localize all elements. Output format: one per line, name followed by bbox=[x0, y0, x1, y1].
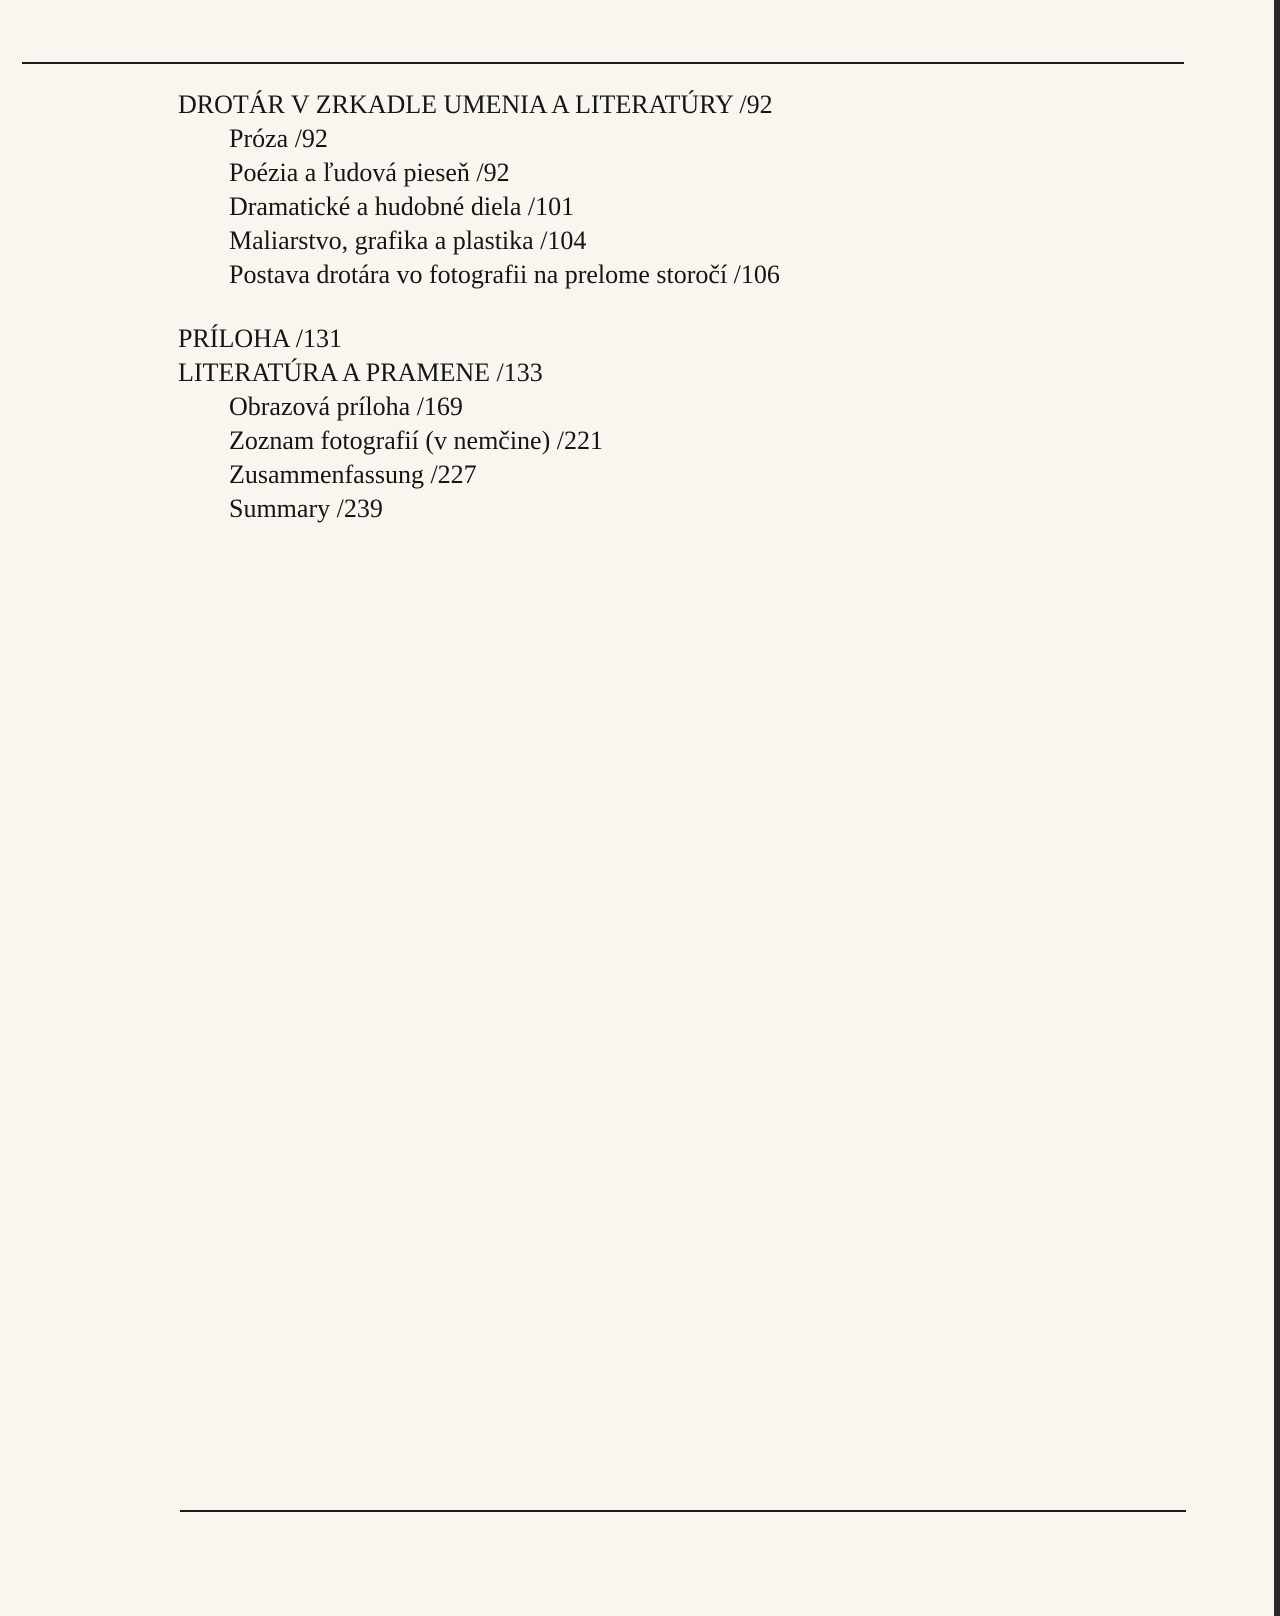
top-rule bbox=[22, 62, 1184, 64]
toc-heading-priloha: PRÍLOHA /131 bbox=[178, 324, 342, 353]
toc-item: Summary /239 bbox=[229, 494, 383, 523]
page-edge-shadow bbox=[1274, 0, 1280, 1616]
toc-item: Próza /92 bbox=[229, 124, 328, 153]
toc-item: Poézia a ľudová pieseň /92 bbox=[229, 158, 510, 187]
toc-item: Dramatické a hudobné diela /101 bbox=[229, 192, 575, 221]
table-of-contents bbox=[178, 88, 1178, 526]
toc-item: Obrazová príloha /169 bbox=[229, 392, 463, 421]
toc-item: Maliarstvo, grafika a plastika /104 bbox=[229, 226, 587, 255]
toc-heading-drotar: DROTÁR V ZRKADLE UMENIA A LITERATÚRY /92 bbox=[178, 90, 773, 119]
section-gap bbox=[178, 292, 1178, 322]
bottom-rule bbox=[180, 1510, 1186, 1512]
toc-item: Zusammenfassung /227 bbox=[229, 460, 477, 489]
toc-item: Postava drotára vo fotografii na prelome storočí /106 bbox=[229, 260, 780, 289]
toc-heading-literatura: LITERATÚRA A PRAMENE /133 bbox=[178, 358, 543, 387]
toc-item: Zoznam fotografií (v nemčine) /221 bbox=[229, 426, 603, 455]
